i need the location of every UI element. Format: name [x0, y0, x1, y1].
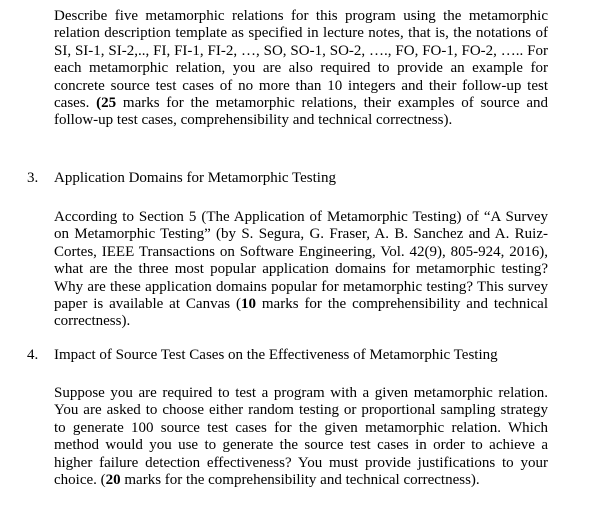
intro-marks-number: 25	[101, 95, 117, 112]
question-4-body	[54, 385, 548, 489]
question-3-marks-number: 10	[240, 296, 256, 313]
question-4-marks-number: 20	[105, 472, 121, 489]
question-4-number: 4.	[27, 347, 39, 363]
question-3-body	[54, 209, 548, 331]
question-3-text: According to Section 5 (The Application of Metamorphic Testing) of “A Survey on Metamorphic Testing” (by S. Segura, G. Fraser, A. B. Sanchez and A. Ruiz-Cortes, IEEE Transactions on Software Engineering, Vol. 42(9), 805-924, 2016), what are the three most popular application domains for metamorphic testing? Why are these application domains popular for metamorphic testing? This survey paper is available at Canvas (	[54, 209, 548, 313]
intro-marks	[89, 95, 116, 111]
intro-marks-rest: marks for the metamorphic relations, their examples of source and follow-up test cases, comprehensibility and technical correctness).	[54, 95, 549, 129]
question-3-heading	[27, 170, 587, 187]
question-4-title: Impact of Source Test Cases on the Effectiveness of Metamorphic Testing	[54, 347, 498, 363]
question-4-heading	[27, 347, 587, 364]
intro-paragraph	[54, 8, 548, 130]
intro-marks-open: (	[89, 95, 102, 112]
question-4-marks-rest: marks for the comprehensibility and technical correctness).	[120, 472, 480, 489]
question-3-title: Application Domains for Metamorphic Testing	[54, 170, 336, 186]
intro-text: Describe five metamorphic relations for this program using the metamorphic relation description template as specified in lecture notes, that is, the notations of SI, SI-1, SI-2,.., FI, FI-1, FI-2, …, SO, SO-1, SO-2, …., FO, FO-1, FO-2, ….. For each metamorphic relation, you are also required to provide an example for concrete source test cases of no more than 10 integers and their follow-up test cases.	[54, 8, 548, 112]
question-3-number: 3.	[27, 170, 39, 186]
question-4-text: Suppose you are required to test a program with a given metamorphic relation. You are asked to choose either random testing or proportional sampling strategy to generate 100 source test cases for the given metamorphic relation. Which method would you use to generate the source test cases in order to achieve a higher failure detection effectiveness? You must provide justifications to your choice. (	[54, 385, 548, 489]
question-3-marks-rest: marks for the comprehensibility and technical correctness).	[54, 296, 548, 330]
